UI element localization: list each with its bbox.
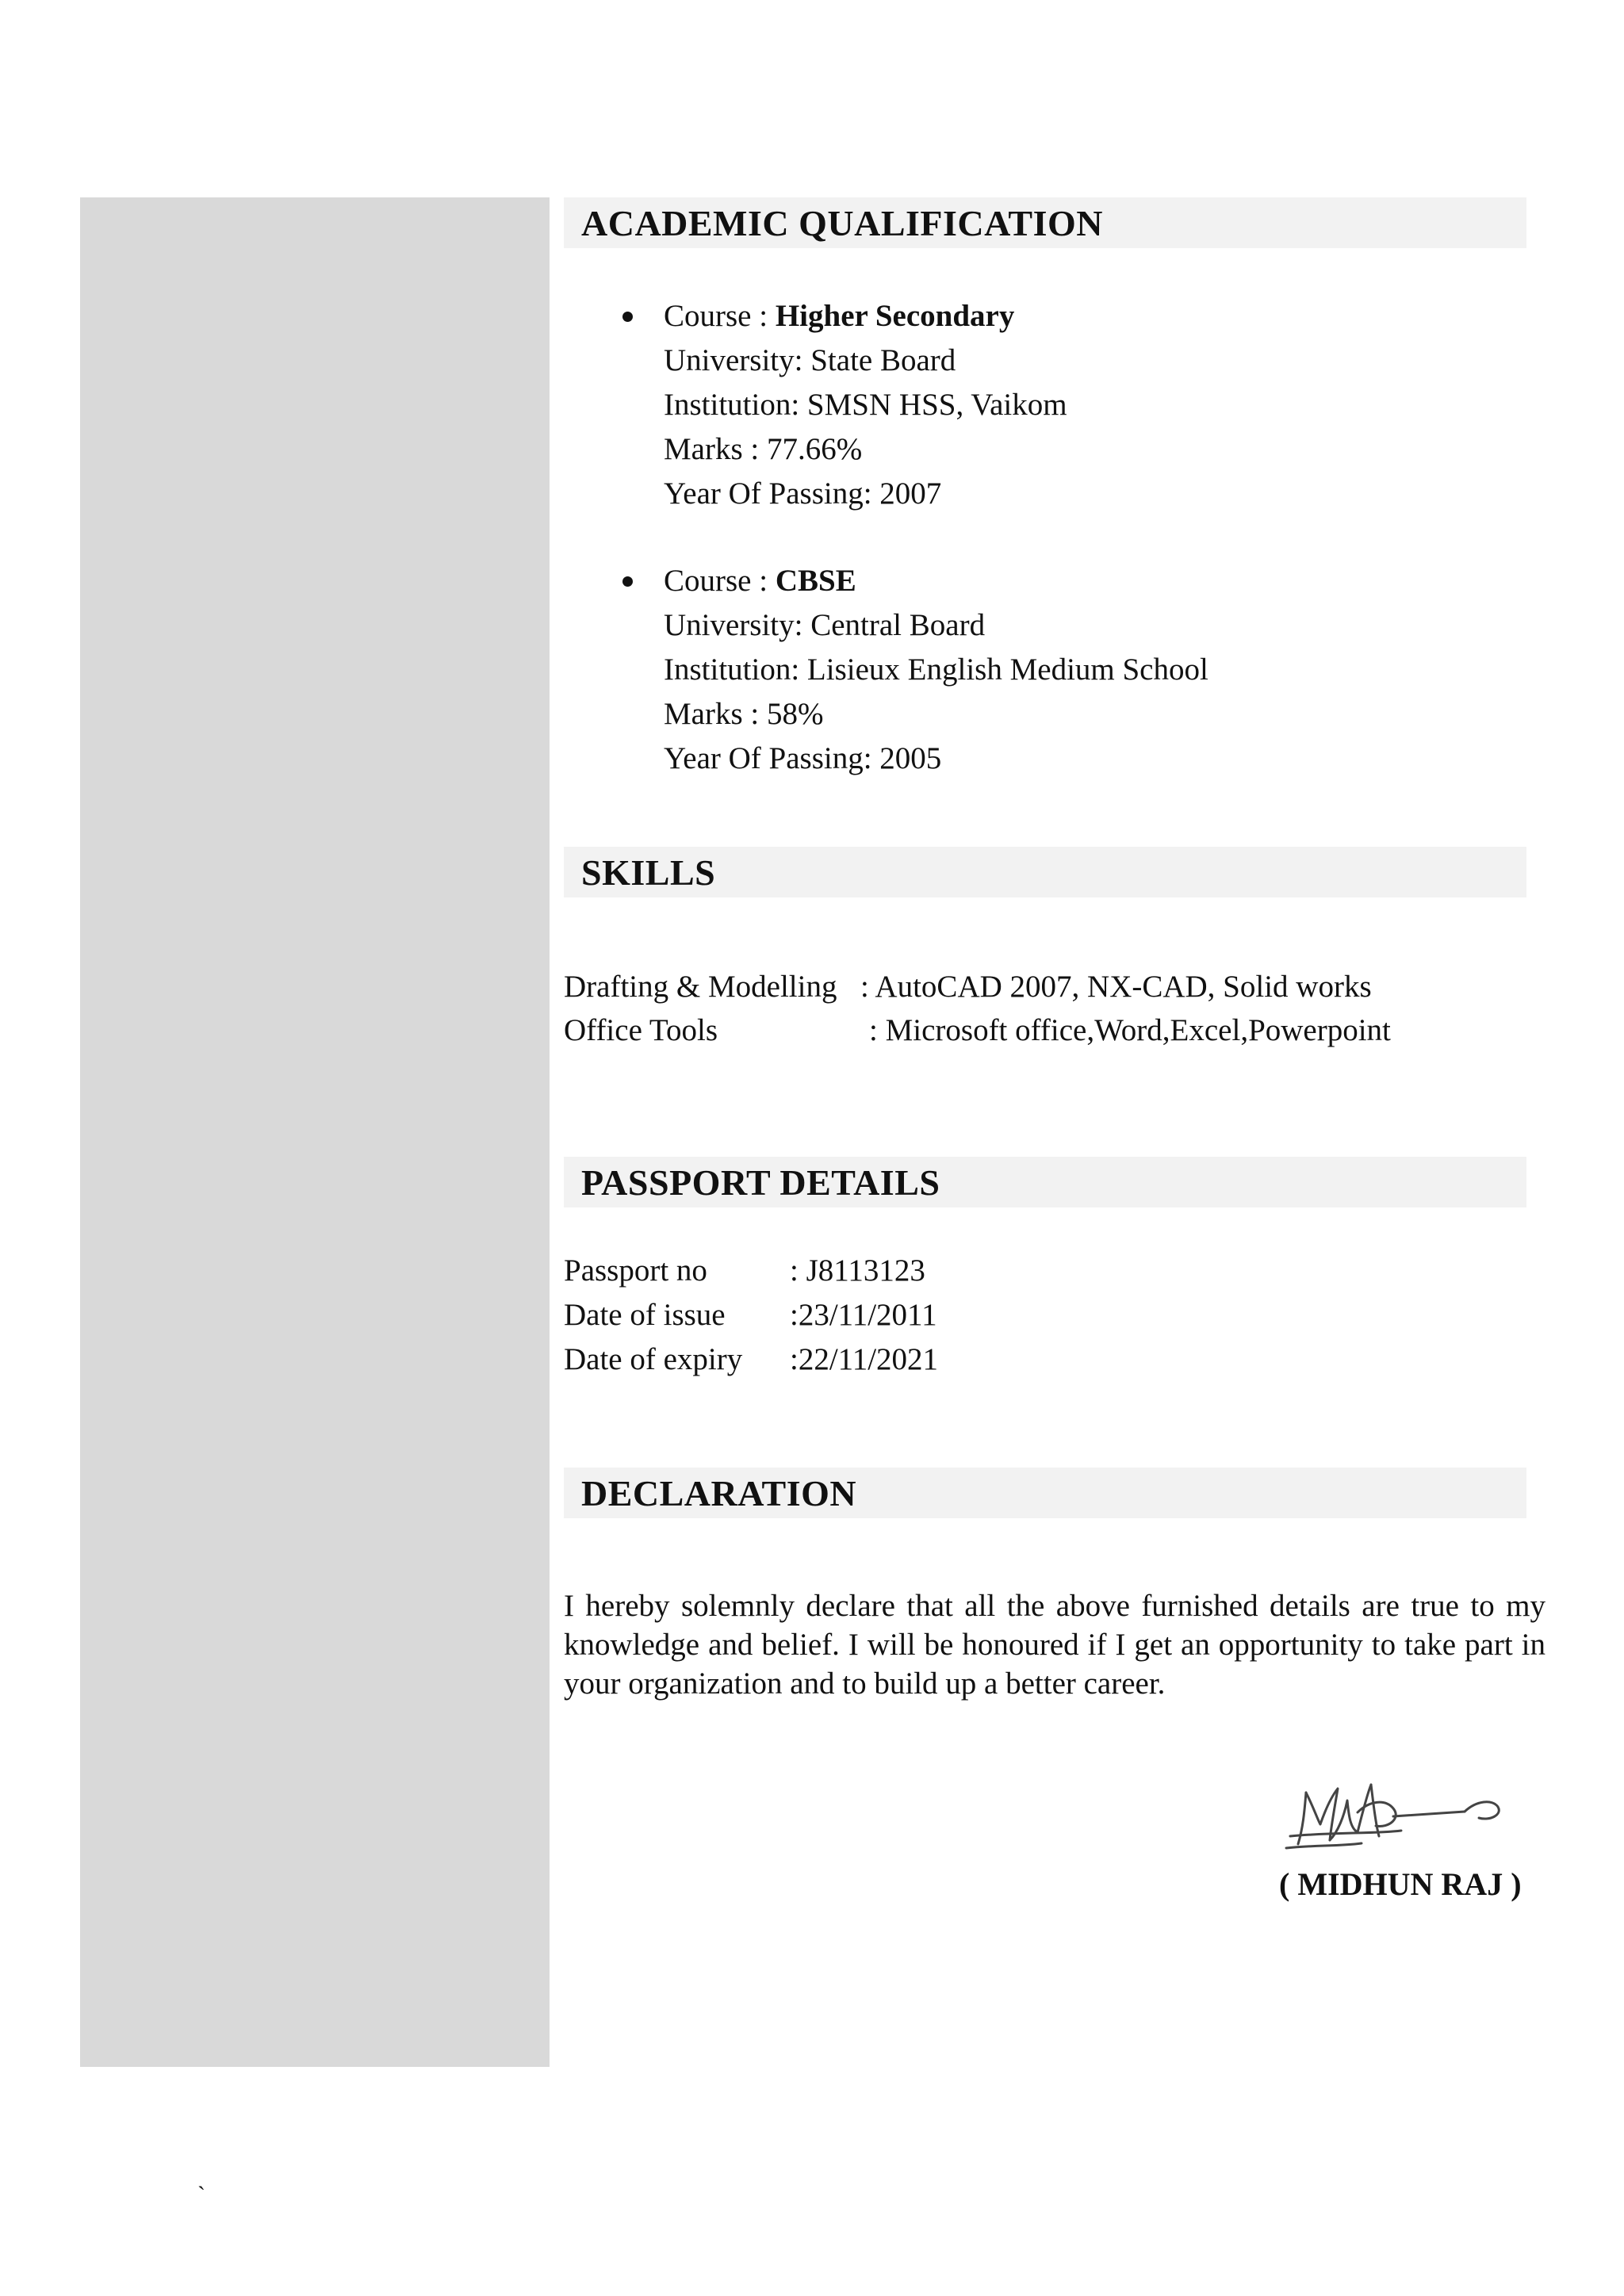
academic-section-header [564,197,1526,248]
passport-heading: PASSPORT DETAILS [581,1162,940,1203]
passport-label: Passport no [564,1253,707,1288]
academic-heading: ACADEMIC QUALIFICATION [581,203,1104,243]
year-line: Year Of Passing: 2007 [664,476,942,511]
marks-line: Marks : 77.66% [664,432,863,466]
institution-line: Institution: SMSN HSS, Vaikom [664,388,1067,422]
passport-section-header [564,1157,1526,1207]
course-name: Higher Secondary [775,299,1015,333]
skills-heading: SKILLS [581,852,716,893]
passport-label: Date of expiry [564,1342,743,1376]
passport-value: : J8113123 [790,1253,925,1288]
university-line: University: Central Board [664,608,986,642]
declaration-text: I hereby solemnly declare that all the above furnished details are true to my knowledge and belief. I will be honoured if I get an opportunity to take part in your organization and to build up a better career. [564,1589,1545,1701]
university-line: University: State Board [664,343,956,377]
skill-label: Office Tools [564,1013,718,1047]
skill-value: : AutoCAD 2007, NX-CAD, Solid works [860,970,1372,1004]
passport-value: :22/11/2021 [790,1342,939,1376]
skill-label: Drafting & Modelling [564,970,837,1004]
marks-line: Marks : 58% [664,697,824,731]
signature-image [1282,1769,1512,1856]
course-line: Course : Higher Secondary [664,299,1015,333]
declaration-section-header [564,1468,1526,1518]
skills-section-header [564,847,1526,897]
footer-mark: ` [197,2182,205,2208]
year-line: Year Of Passing: 2005 [664,741,942,775]
sidebar-panel [80,197,550,2067]
course-name: CBSE [775,564,856,598]
course-line: Course : CBSE [664,564,856,598]
bullet-icon [622,312,633,322]
institution-line: Institution: Lisieux English Medium School [664,652,1208,687]
bullet-icon [622,576,633,587]
signatory-name: ( MIDHUN RAJ ) [1279,1866,1522,1902]
declaration-heading: DECLARATION [581,1473,857,1513]
passport-label: Date of issue [564,1298,726,1332]
skill-value: : Microsoft office,Word,Excel,Powerpoint [869,1013,1391,1047]
passport-value: :23/11/2011 [790,1298,937,1332]
